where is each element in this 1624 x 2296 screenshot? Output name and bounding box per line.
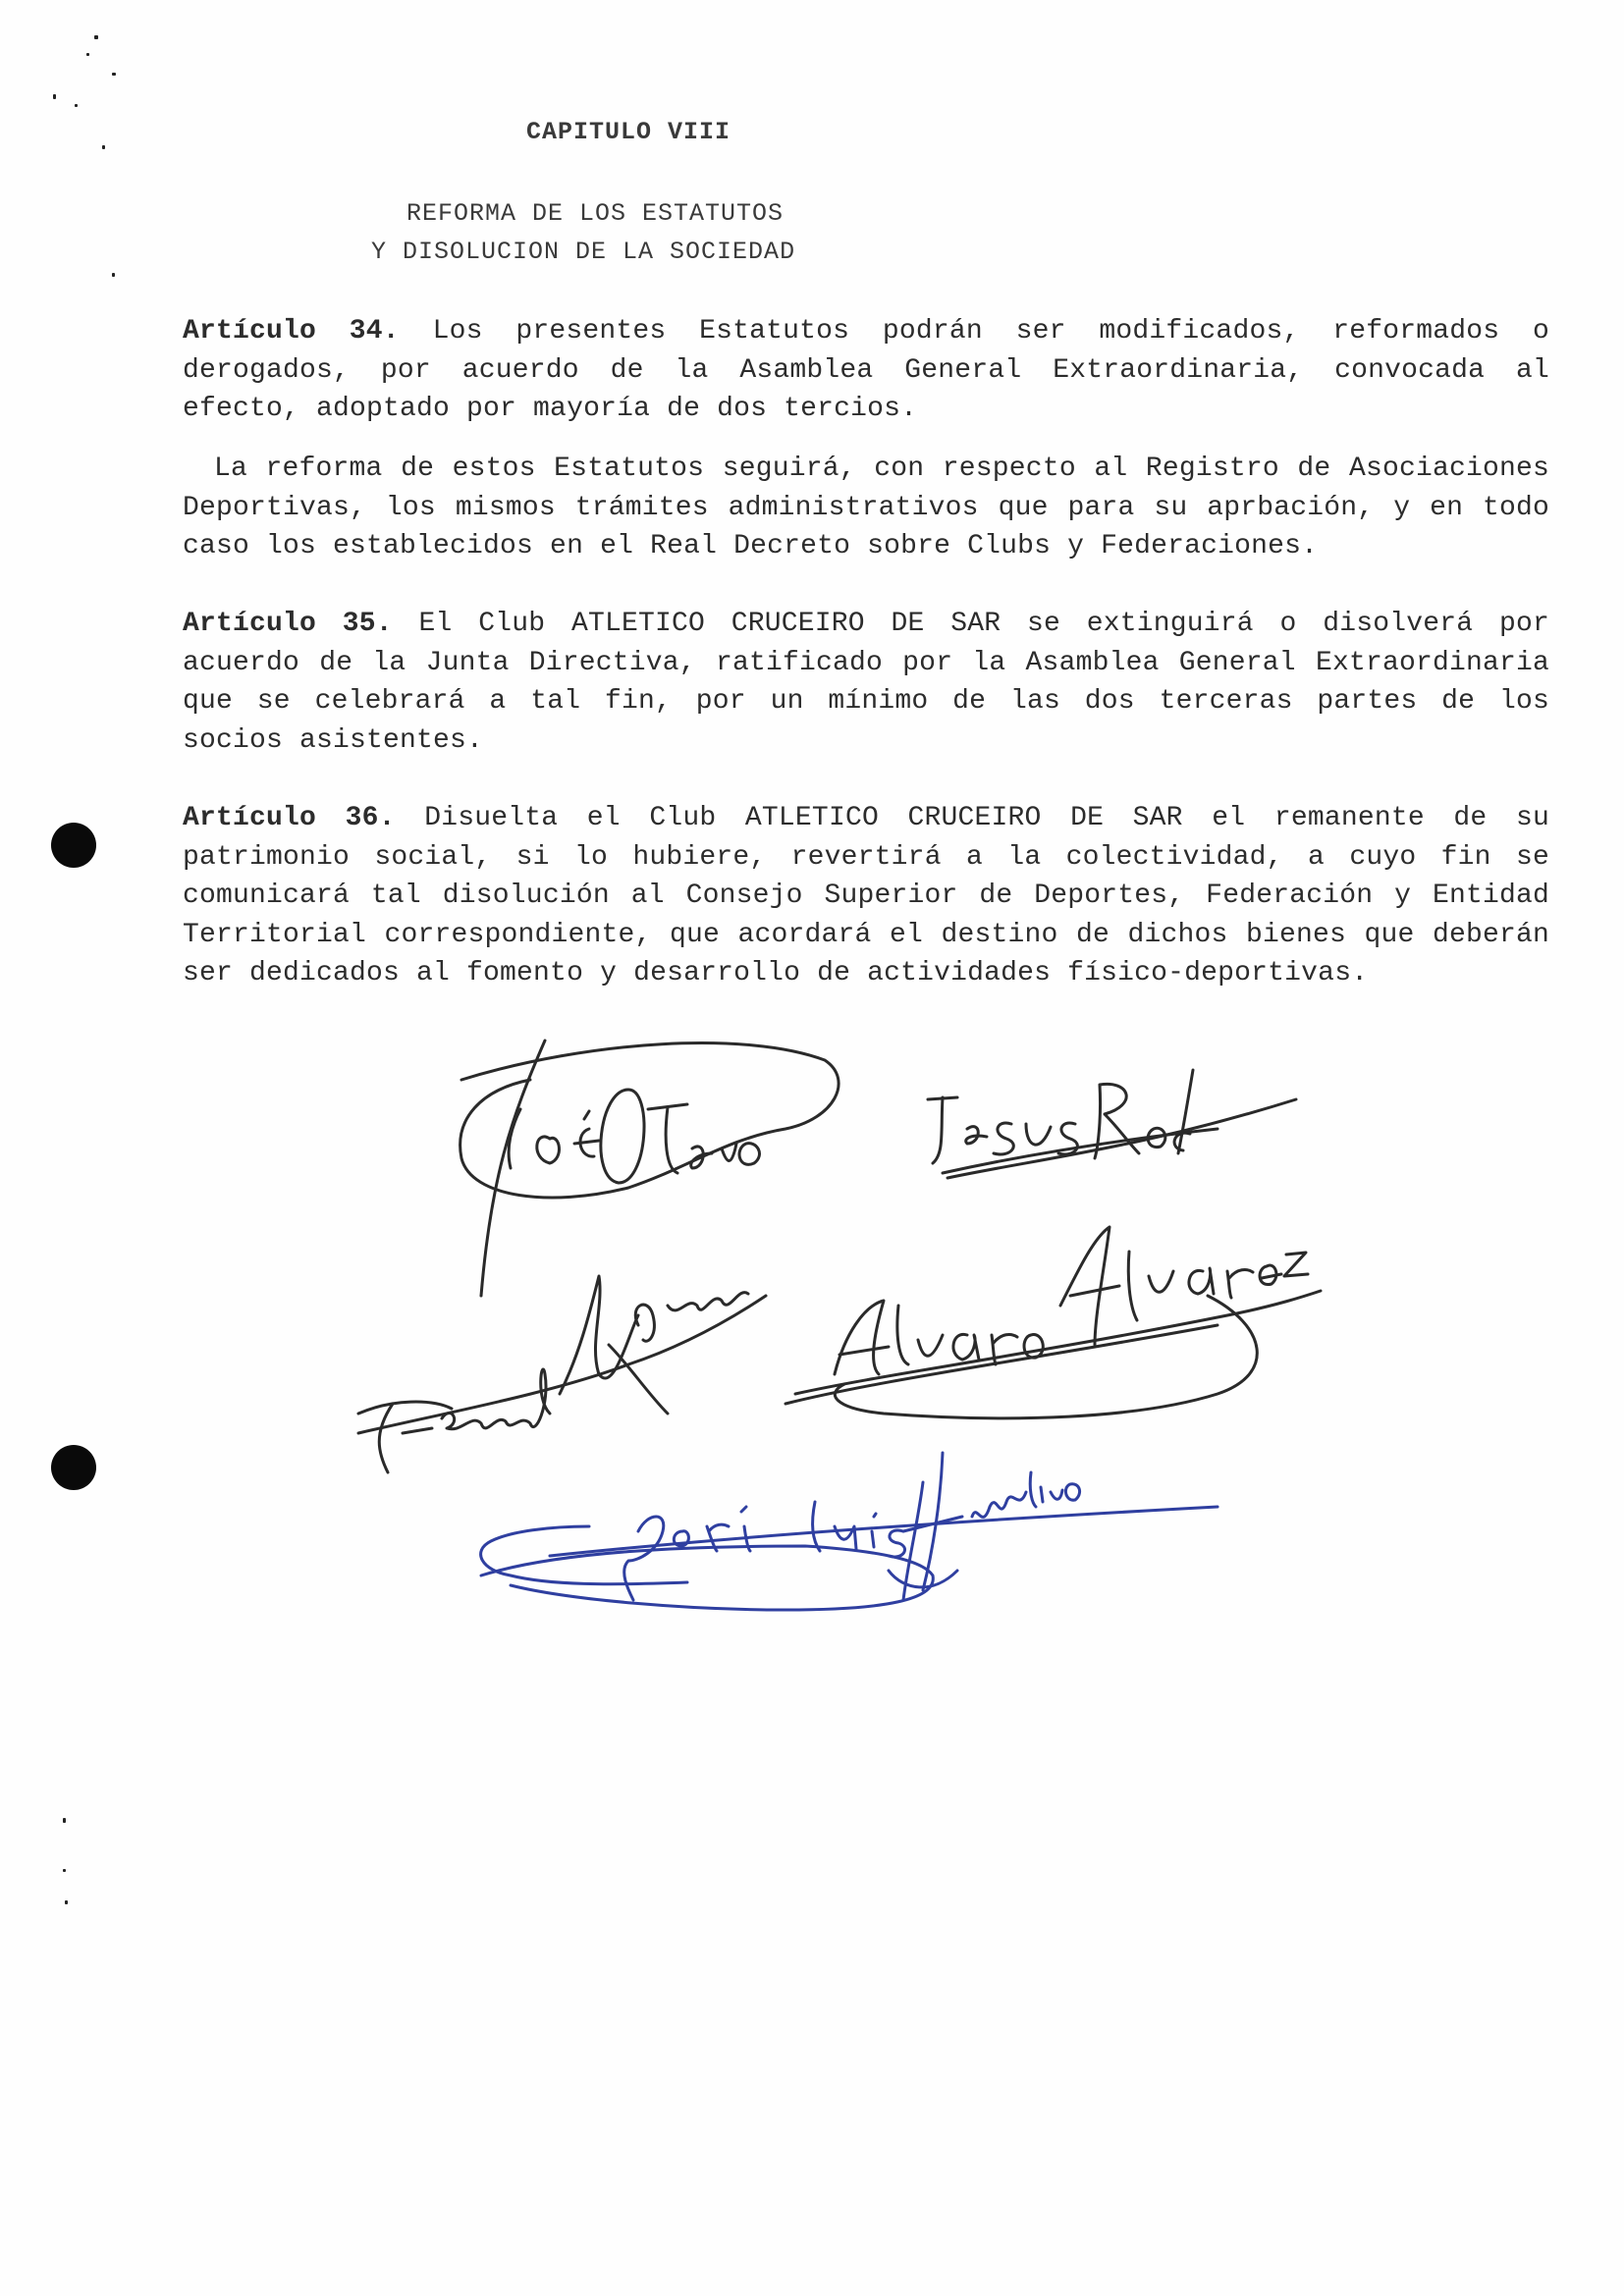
signature-jose-otero xyxy=(460,1041,839,1296)
signature-jose-luis-hamalino xyxy=(481,1453,1218,1610)
article-label: Artículo 35. xyxy=(183,609,393,639)
article-label: Artículo 36. xyxy=(183,803,396,833)
article-label: Artículo 34. xyxy=(183,316,400,347)
article-text: Los presentes Estatutos podrán ser modificados, reformados o derogados, por acuerdo de la Asamblea General Extraordinaria, convocada al efecto, adoptado por mayoría de dos tercios. xyxy=(183,316,1549,424)
chapter-subtitle-line1: REFORMA DE LOS ESTATUTOS xyxy=(406,199,785,228)
chapter-title: CAPITULO VIII xyxy=(526,118,731,146)
signature-fernando-rodriguez xyxy=(358,1276,766,1472)
article-text: Disuelta el Club ATLETICO CRUCEIRO DE SAR el remanente de su patrimonio social, si lo hubiere, revertirá a la colectividad, a cuyo fin se comunicará tal disolución al Consejo Superior de Deportes, Federación y Entidad Territorial correspondiente, que acordará el destino de dichos bienes que deberán ser dedicados al fomento y desarrollo de actividades físico-deportivas. xyxy=(183,803,1549,988)
article-text: La reforma de estos Estatutos seguirá, con respecto al Registro de Asociaciones Deportivas, los mismos trámites administrativos que para su aprbación, y en todo caso los establecidos en el Real Decreto sobre Clubs y Federaciones. xyxy=(183,454,1549,561)
article-text: El Club ATLETICO CRUCEIRO DE SAR se extinguirá o disolverá por acuerdo de la Junta Directiva, ratificado por la Asamblea General Extraordinaria que se celebrará a tal fin, por un mínimo de las dos terceras partes de los socios asistentes. xyxy=(183,609,1549,756)
chapter-subtitle-line2: Y DISOLUCION DE LA SOCIEDAD xyxy=(371,238,796,266)
signature-alvaro-alvarez xyxy=(785,1227,1321,1418)
signature-jesus-rod xyxy=(928,1070,1296,1178)
